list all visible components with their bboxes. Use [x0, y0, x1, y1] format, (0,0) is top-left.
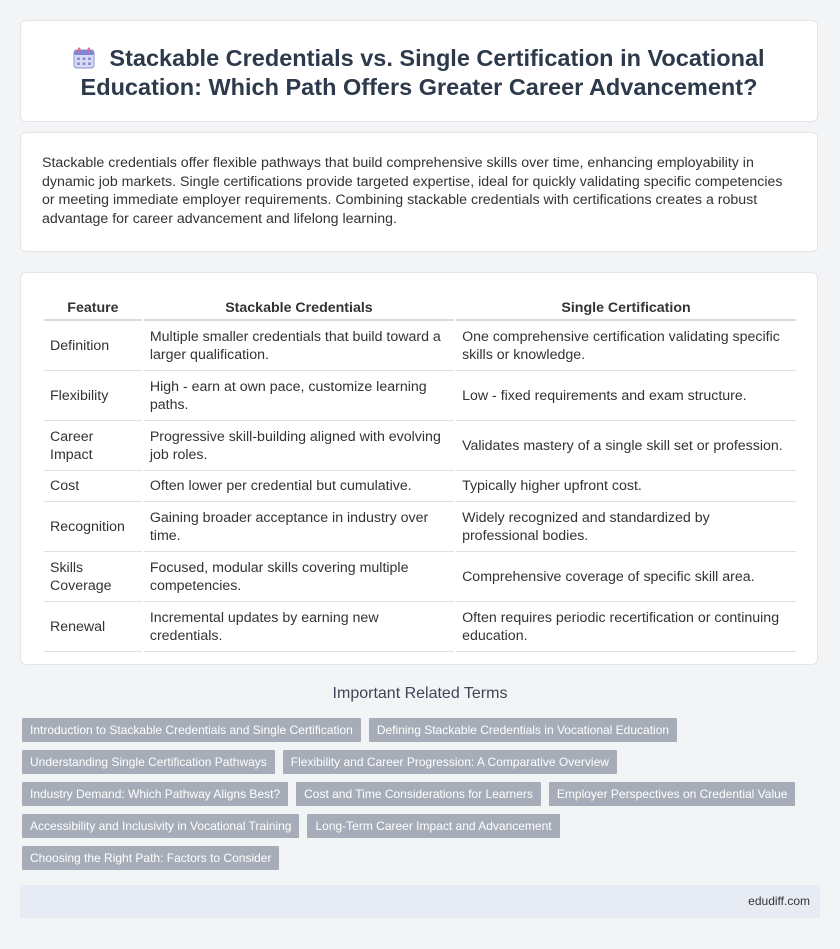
table-row	[44, 371, 796, 421]
related-tag[interactable]: Cost and Time Considerations for Learners	[296, 782, 541, 806]
stackable-cell: High - earn at own pace, customize learning paths.	[144, 371, 454, 421]
header-feature: Feature	[44, 298, 142, 321]
stackable-cell: Focused, modular skills covering multiple competencies.	[144, 552, 454, 602]
intro-paragraph: Stackable credentials offer flexible pathways that build comprehensive skills over time, enhancing employability in dynamic job markets. Single certifications provide targeted expertise, ideal for quickly validating specific competencies or meeting immediate employer requirements. Combining stackable credentials with certifications creates a robust advantage for career advancement and lifelong learning.	[42, 155, 783, 227]
related-tag[interactable]: Defining Stackable Credentials in Vocational Education	[369, 718, 677, 742]
feature-cell: Renewal	[44, 602, 142, 652]
stackable-cell: Gaining broader acceptance in industry over time.	[144, 502, 454, 552]
calendar-icon	[73, 47, 95, 69]
title-card	[20, 20, 818, 122]
stackable-cell: Incremental updates by earning new credentials.	[144, 602, 454, 652]
single-cell: One comprehensive certification validating specific skills or knowledge.	[456, 321, 796, 371]
single-cell: Validates mastery of a single skill set or profession.	[456, 421, 796, 471]
feature-cell: Career Impact	[44, 421, 142, 471]
stackable-cell: Multiple smaller credentials that build toward a larger qualification.	[144, 321, 454, 371]
page-title	[21, 44, 817, 102]
feature-cell: Definition	[44, 321, 142, 371]
related-tag[interactable]: Flexibility and Career Progression: A Comparative Overview	[283, 750, 617, 774]
footer	[20, 885, 820, 918]
single-cell: Low - fixed requirements and exam structure.	[456, 371, 796, 421]
related-tag[interactable]: Understanding Single Certification Pathways	[22, 750, 275, 774]
page-title-text: Stackable Credentials vs. Single Certification in Vocational Education: Which Path Offers Greater Career Advancement?	[80, 45, 765, 100]
feature-cell: Skills Coverage	[44, 552, 142, 602]
feature-cell: Cost	[44, 471, 142, 502]
single-cell: Widely recognized and standardized by professional bodies.	[456, 502, 796, 552]
single-cell: Typically higher upfront cost.	[456, 471, 796, 502]
intro-card	[20, 132, 818, 252]
single-cell: Often requires periodic recertification or continuing education.	[456, 602, 796, 652]
related-terms-tags	[22, 718, 802, 870]
header-stackable: Stackable Credentials	[144, 298, 454, 321]
related-tag[interactable]: Long-Term Career Impact and Advancement	[307, 814, 559, 838]
related-tag[interactable]: Employer Perspectives on Credential Value	[549, 782, 796, 806]
table-row	[44, 502, 796, 552]
single-cell: Comprehensive coverage of specific skill area.	[456, 552, 796, 602]
related-terms-heading: Important Related Terms	[332, 685, 508, 702]
table-header-row	[44, 298, 796, 321]
feature-cell: Flexibility	[44, 371, 142, 421]
comparison-table	[42, 298, 798, 652]
header-single: Single Certification	[456, 298, 796, 321]
table-row	[44, 321, 796, 371]
table-row	[44, 552, 796, 602]
comparison-table-card	[20, 272, 818, 665]
footer-site-link[interactable]: edudiff.com	[748, 894, 810, 908]
feature-cell: Recognition	[44, 502, 142, 552]
stackable-cell: Progressive skill-building aligned with evolving job roles.	[144, 421, 454, 471]
table-row	[44, 421, 796, 471]
related-tag[interactable]: Industry Demand: Which Pathway Aligns Best?	[22, 782, 288, 806]
table-row	[44, 602, 796, 652]
stackable-cell: Often lower per credential but cumulative.	[144, 471, 454, 502]
table-row	[44, 471, 796, 502]
related-tag[interactable]: Choosing the Right Path: Factors to Consider	[22, 846, 279, 870]
related-tag[interactable]: Accessibility and Inclusivity in Vocational Training	[22, 814, 299, 838]
related-tag[interactable]: Introduction to Stackable Credentials and Single Certification	[22, 718, 361, 742]
